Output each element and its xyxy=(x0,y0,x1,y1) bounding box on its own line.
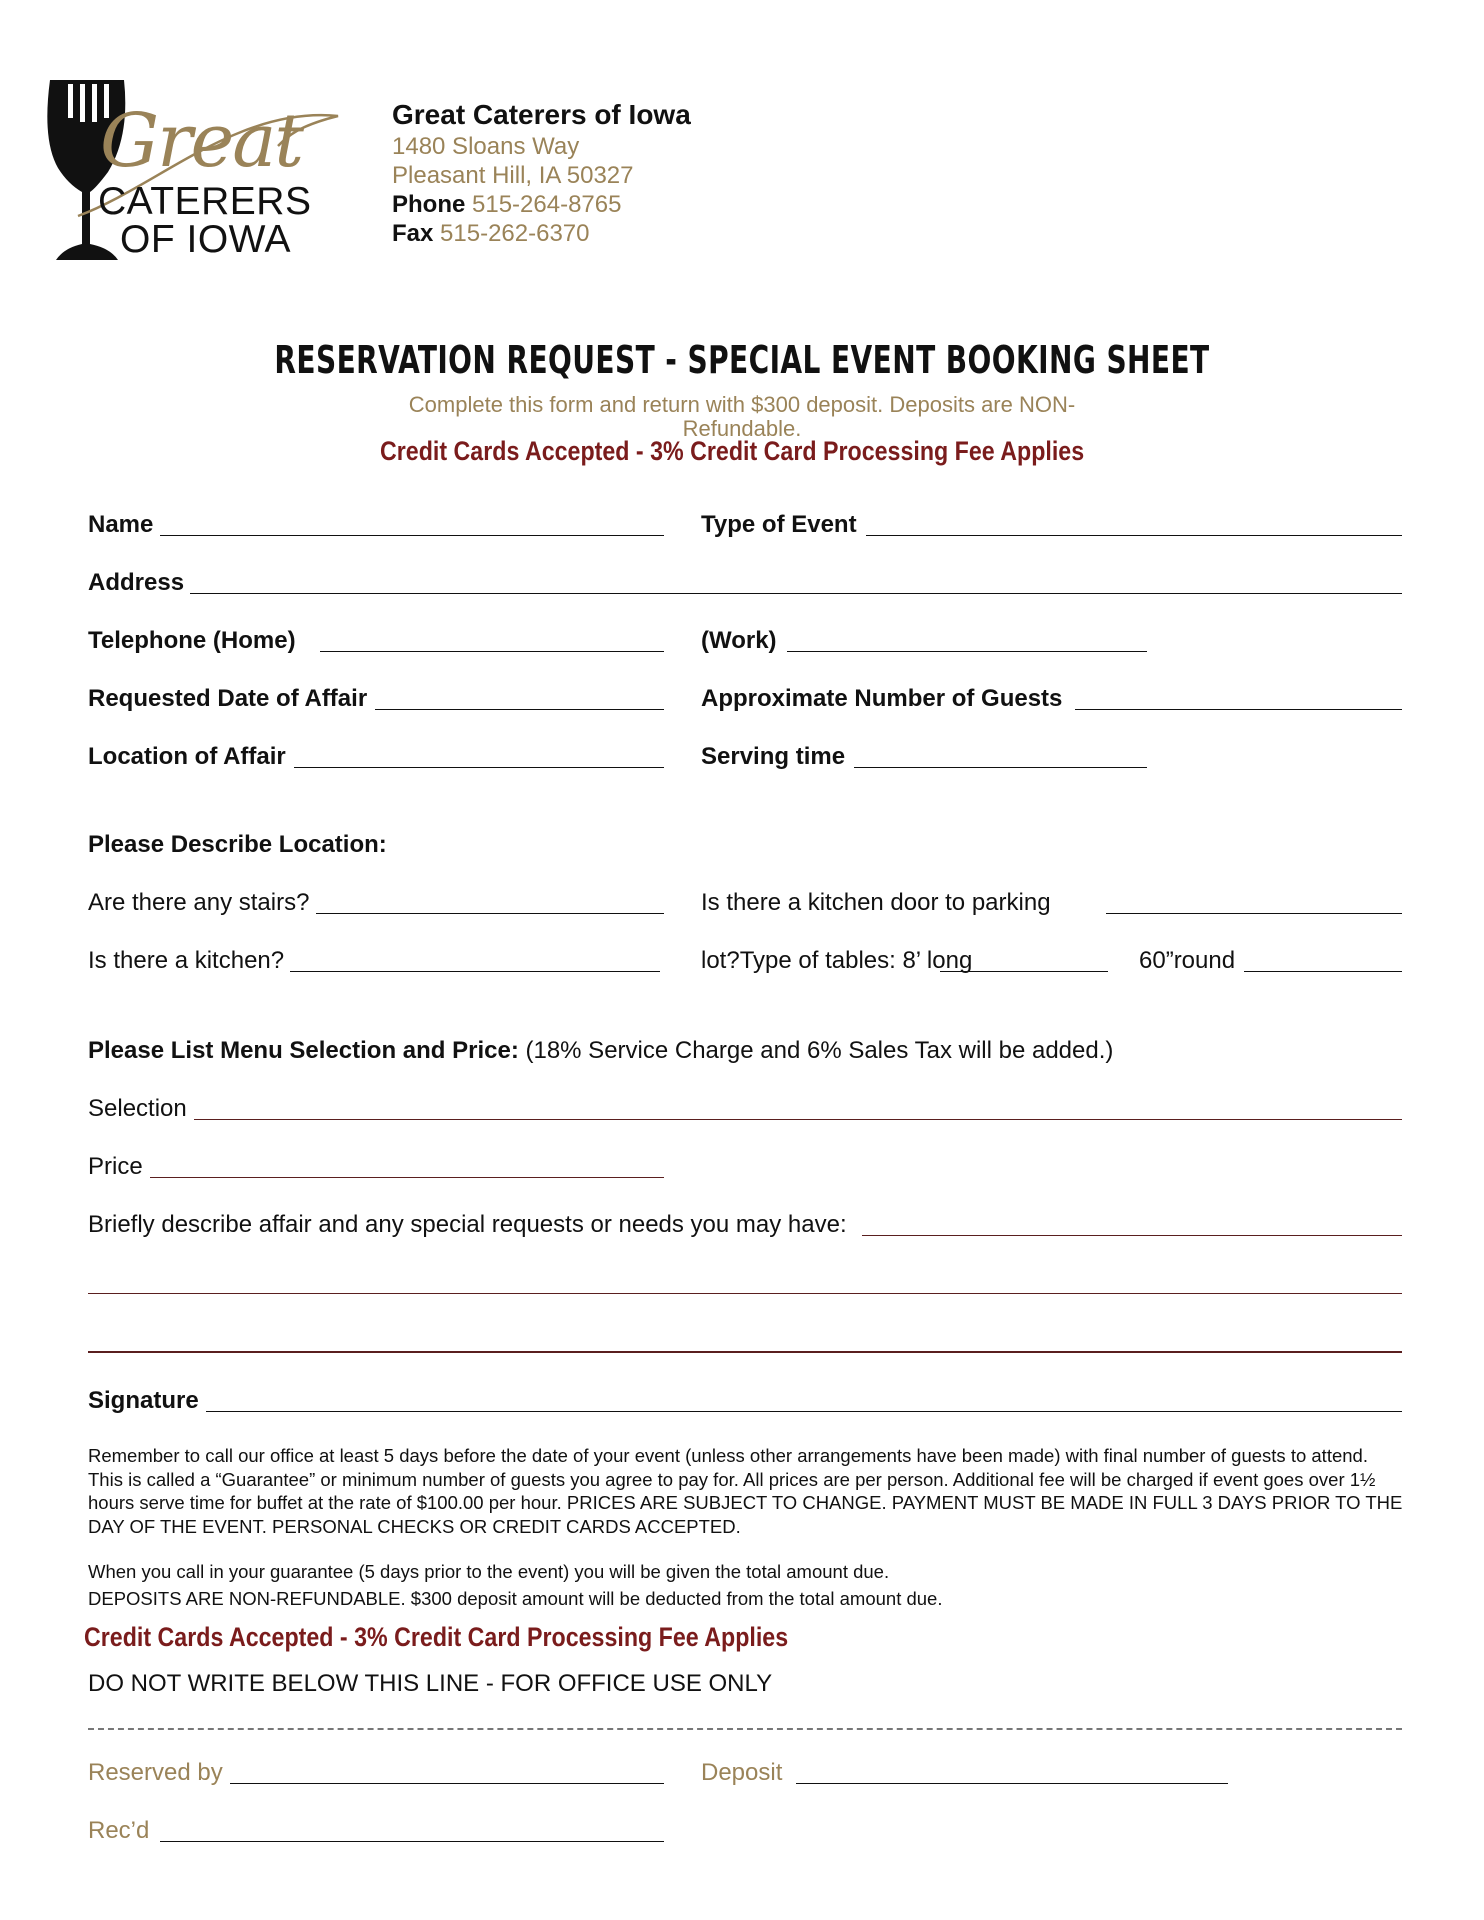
signature-field[interactable] xyxy=(206,1411,1402,1412)
approx-guests-label: Approximate Number of Guests xyxy=(701,685,1063,712)
company-logo xyxy=(38,76,358,266)
name-field[interactable] xyxy=(160,535,664,536)
serving-time-field[interactable] xyxy=(854,767,1147,768)
cut-line-divider xyxy=(88,1728,1402,1730)
price-label: Price xyxy=(88,1153,143,1180)
kitchen-door-field[interactable] xyxy=(1106,913,1402,914)
reserved-by-field[interactable] xyxy=(230,1783,664,1784)
address-field[interactable] xyxy=(190,593,1402,594)
type-of-event-label: Type of Event xyxy=(701,511,857,538)
kitchen-door-label: Is there a kitchen door to parking xyxy=(701,889,1051,916)
price-field[interactable] xyxy=(150,1177,664,1178)
guarantee-note: When you call in your guarantee (5 days prior to the event) you will be given the total amount due. xyxy=(88,1561,890,1582)
requested-date-field[interactable] xyxy=(375,709,664,710)
subtitle-line2: Refundable. xyxy=(682,416,802,441)
kitchen-label: Is there a kitchen? xyxy=(88,947,285,974)
name-label: Name xyxy=(88,511,154,538)
fax-label: Fax xyxy=(392,220,434,247)
stairs-field[interactable] xyxy=(316,913,664,914)
stairs-label: Are there any stairs? xyxy=(88,889,310,916)
approx-guests-field[interactable] xyxy=(1075,709,1402,710)
reserved-by-label: Reserved by xyxy=(88,1759,223,1786)
page-title: RESERVATION REQUEST - SPECIAL EVENT BOOKING SHEET xyxy=(274,338,1210,382)
describe-affair-line3[interactable] xyxy=(88,1351,1402,1353)
signature-label: Signature xyxy=(88,1387,199,1414)
type-of-event-field[interactable] xyxy=(866,535,1402,536)
kitchen-field[interactable] xyxy=(290,971,660,972)
credit-card-notice-bottom: Credit Cards Accepted - 3% Credit Card Processing Fee Applies xyxy=(84,1622,789,1652)
logo-of-iowa-text: OF IOWA xyxy=(120,218,292,261)
address-label: Address xyxy=(88,569,185,596)
menu-heading-row xyxy=(88,1036,1113,1066)
deposit-label: Deposit xyxy=(701,1759,783,1786)
work-phone-field[interactable] xyxy=(787,651,1147,652)
phone-label: Phone xyxy=(392,191,466,218)
company-address2: Pleasant Hill, IA 50327 xyxy=(392,162,634,189)
fax-value: 515-262-6370 xyxy=(440,220,590,247)
location-label: Location of Affair xyxy=(88,743,286,770)
tables-label: lot?Type of tables: 8’ long xyxy=(701,947,973,974)
company-fax xyxy=(392,219,691,248)
round-tables-label: 60”round xyxy=(1139,947,1236,974)
menu-heading: Please List Menu Selection and Price: xyxy=(88,1037,519,1064)
work-phone-label: (Work) xyxy=(701,627,777,654)
phone-value: 515-264-8765 xyxy=(472,191,622,218)
company-name: Great Caterers of Iowa xyxy=(392,99,691,130)
terms-text: Remember to call our office at least 5 days before the date of your event (unless other arrangements have been made) with final number of guests to attend. This is called a “Guarantee” or minimum number of guests you agree to pay for. All prices are per person. Additional fee will be charged if event goes over 1½ hours serve time for buffet at the rate of $100.00 per hour. PRICES ARE SUBJECT TO CHANGE. PAYMENT MUST BE MADE IN FULL 3 DAYS PRIOR TO THE DAY OF THE EVENT. PERSONAL CHECKS OR CREDIT CARDS ACCEPTED. xyxy=(88,1445,1403,1537)
office-use-heading: DO NOT WRITE BELOW THIS LINE - FOR OFFICE USE ONLY xyxy=(88,1670,773,1697)
menu-note: (18% Service Charge and 6% Sales Tax will be added.) xyxy=(525,1037,1114,1064)
serving-time-label: Serving time xyxy=(701,743,846,770)
deposit-note: DEPOSITS ARE NON-REFUNDABLE. $300 deposit amount will be deducted from the total amount due. xyxy=(88,1588,943,1609)
describe-affair-line2[interactable] xyxy=(88,1293,1402,1294)
logo-script-text: Great xyxy=(100,98,303,184)
company-address1: 1480 Sloans Way xyxy=(392,133,580,160)
credit-card-notice-top: Credit Cards Accepted - 3% Credit Card Processing Fee Applies xyxy=(380,436,1085,466)
describe-affair-field[interactable] xyxy=(862,1235,1402,1236)
telephone-home-label: Telephone (Home) xyxy=(88,627,296,654)
tables-8ft-field[interactable] xyxy=(940,971,1108,972)
deposit-field[interactable] xyxy=(796,1783,1228,1784)
describe-location-heading: Please Describe Location: xyxy=(88,831,387,858)
telephone-home-field[interactable] xyxy=(320,651,664,652)
round-tables-field[interactable] xyxy=(1244,971,1402,972)
location-field[interactable] xyxy=(294,767,664,768)
logo-caterers-text: CATERERS xyxy=(98,180,312,223)
recd-field[interactable] xyxy=(160,1841,664,1842)
company-phone xyxy=(392,190,691,219)
recd-label: Rec’d xyxy=(88,1817,150,1844)
selection-field[interactable] xyxy=(194,1119,1402,1120)
describe-affair-label: Briefly describe affair and any special requests or needs you may have: xyxy=(88,1211,847,1238)
subtitle-line1: Complete this form and return with $300 deposit. Deposits are NON- xyxy=(408,392,1076,417)
company-info xyxy=(392,98,691,248)
requested-date-label: Requested Date of Affair xyxy=(88,685,368,712)
selection-label: Selection xyxy=(88,1095,187,1122)
